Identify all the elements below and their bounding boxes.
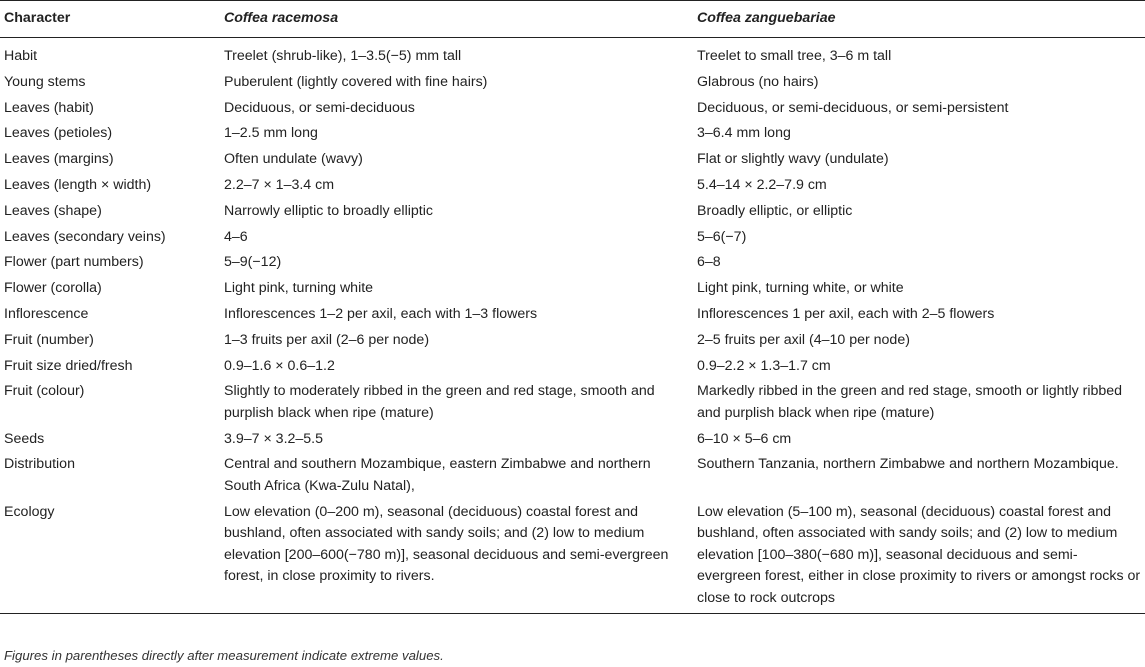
cell-coffea-zanguebariae: 6–10 × 5–6 cm <box>697 430 792 447</box>
cell-coffea-zanguebariae: 5–6(−7) <box>697 228 747 245</box>
cell-coffea-zanguebariae: 2–5 fruits per axil (4–10 per node) <box>697 331 910 348</box>
header-coffea-zanguebariae: Coffea zanguebariae <box>697 10 836 27</box>
cell-coffea-racemosa: 1–3 fruits per axil (2–6 per node) <box>224 331 430 348</box>
cell-coffea-zanguebariae: Light pink, turning white, or white <box>697 280 904 297</box>
table-row <box>0 452 1145 499</box>
header-row <box>0 1 1145 38</box>
cell-coffea-racemosa: 5–9(−12) <box>224 254 282 271</box>
cell-coffea-zanguebariae: Glabrous (no hairs) <box>697 73 819 90</box>
cell-character: Young stems <box>4 73 86 90</box>
cell-coffea-racemosa: Light pink, turning white <box>224 280 374 297</box>
table-header <box>0 1 1145 38</box>
table-row <box>0 276 1145 302</box>
cell-character: Leaves (shape) <box>4 202 102 219</box>
table-row <box>0 121 1145 147</box>
table-body <box>0 38 1145 614</box>
cell-coffea-racemosa: Puberulent (lightly covered with fine hairs) <box>224 73 488 90</box>
cell-character: Fruit size dried/fresh <box>4 357 133 374</box>
cell-coffea-zanguebariae: 3–6.4 mm long <box>697 125 791 142</box>
cell-coffea-racemosa: Slightly to moderately ribbed in the green and red stage, smooth and purplish black when ripe (mature) <box>224 383 655 421</box>
cell-character: Habit <box>4 48 38 64</box>
cell-coffea-zanguebariae: Flat or slightly wavy (undulate) <box>697 151 889 168</box>
header-character: Character <box>4 10 71 27</box>
cell-coffea-racemosa: Often undulate (wavy) <box>224 151 363 168</box>
table-row <box>0 147 1145 173</box>
cell-character: Flower (part numbers) <box>4 254 144 271</box>
table-row <box>0 427 1145 453</box>
cell-coffea-zanguebariae: Low elevation (5–100 m), seasonal (deciduous) coastal forest and bushland, often associated with sandy soils; and (2) low to medium elevation [100–380(−680 m)], seasonal deciduous and semi-evergreen forest, either in close proximity to rivers or amongst rocks or close to rock outcrops <box>697 503 1141 606</box>
table-row <box>0 199 1145 225</box>
cell-coffea-racemosa: 1–2.5 mm long <box>224 125 318 142</box>
table-row <box>0 302 1145 328</box>
cell-coffea-racemosa: Treelet (shrub-like), 1–3.5(−5) mm tall <box>224 48 462 64</box>
table-row <box>0 38 1145 70</box>
cell-coffea-racemosa: 3.9–7 × 3.2–5.5 <box>224 430 324 447</box>
cell-coffea-racemosa: Central and southern Mozambique, eastern Zimbabwe and northern South Africa (Kwa-Zulu Natal), <box>224 456 651 494</box>
cell-character: Ecology <box>4 503 55 520</box>
table-footnote: Figures in parentheses directly after measurement indicate extreme values. <box>4 648 444 663</box>
cell-character: Leaves (length × width) <box>4 176 152 193</box>
cell-character: Flower (corolla) <box>4 280 102 297</box>
cell-coffea-racemosa: Narrowly elliptic to broadly elliptic <box>224 202 433 219</box>
table-row <box>0 96 1145 122</box>
cell-character: Leaves (petioles) <box>4 125 113 142</box>
table-row <box>0 70 1145 96</box>
cell-coffea-zanguebariae: Deciduous, or semi-deciduous, or semi-persistent <box>697 99 1009 116</box>
cell-character: Distribution <box>4 456 75 473</box>
cell-coffea-zanguebariae: Broadly elliptic, or elliptic <box>697 202 853 219</box>
cell-coffea-racemosa: Low elevation (0–200 m), seasonal (deciduous) coastal forest and bushland, often associated with sandy soils; and (2) low to medium elevation [200–600(−780 m)], seasonal deciduous and semi-evergreen forest, in close proximity to rivers. <box>224 503 669 585</box>
cell-coffea-racemosa: 2.2–7 × 1–3.4 cm <box>224 176 335 193</box>
cell-coffea-zanguebariae: Treelet to small tree, 3–6 m tall <box>697 48 892 64</box>
cell-coffea-zanguebariae: 0.9–2.2 × 1.3–1.7 cm <box>697 357 831 374</box>
cell-character: Leaves (margins) <box>4 151 114 168</box>
cell-character: Inflorescence <box>4 305 89 322</box>
cell-coffea-zanguebariae: Southern Tanzania, northern Zimbabwe and northern Mozambique. <box>697 456 1119 473</box>
cell-coffea-zanguebariae: Inflorescences 1 per axil, each with 2–5 flowers <box>697 305 995 322</box>
header-coffea-racemosa: Coffea racemosa <box>224 10 339 27</box>
table-row <box>0 379 1145 426</box>
cell-coffea-racemosa: Inflorescences 1–2 per axil, each with 1–3 flowers <box>224 305 538 322</box>
cell-character: Seeds <box>4 430 45 447</box>
cell-coffea-racemosa: 4–6 <box>224 228 248 245</box>
table-row <box>0 328 1145 354</box>
table-row <box>0 354 1145 380</box>
table-row <box>0 500 1145 614</box>
cell-coffea-zanguebariae: Markedly ribbed in the green and red stage, smooth or lightly ribbed and purplish black when ripe (mature) <box>697 383 1123 421</box>
table-row <box>0 173 1145 199</box>
cell-coffea-zanguebariae: 5.4–14 × 2.2–7.9 cm <box>697 176 827 193</box>
cell-coffea-racemosa: Deciduous, or semi-deciduous <box>224 99 415 116</box>
cell-character: Fruit (number) <box>4 331 94 348</box>
cell-character: Fruit (colour) <box>4 383 85 400</box>
cell-character: Leaves (habit) <box>4 99 94 116</box>
cell-coffea-zanguebariae: 6–8 <box>697 254 721 271</box>
cell-character: Leaves (secondary veins) <box>4 228 166 245</box>
cell-coffea-racemosa: 0.9–1.6 × 0.6–1.2 <box>224 357 335 374</box>
table-row <box>0 225 1145 251</box>
table-row <box>0 250 1145 276</box>
